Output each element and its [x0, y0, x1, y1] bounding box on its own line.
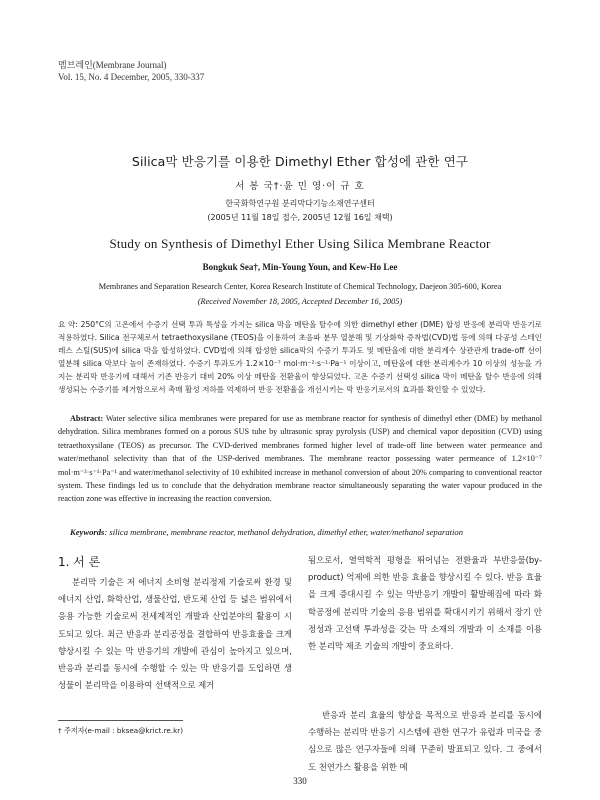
right-column-text-2: 반응과 분리 효율의 향상을 목적으로 반응과 분리를 동시에 수행하는 분리막 반응기 시스템에 관한 연구가 유럽과 미국을 중심으로 많은 연구자들에 의해 꾸준히 발표되고 있다. 그 중에서도 천연가스 활용을 위한 메 [308, 710, 542, 772]
received-ko: (2005년 11월 18일 접수, 2005년 12월 16일 채택) [207, 213, 393, 222]
abstract-en [58, 412, 542, 506]
footnote-rule [58, 720, 183, 721]
journal-name: 멤브레인(Membrane Journal) [58, 60, 167, 70]
volume-info: Vol. 15, No. 4 December, 2005, 330-337 [58, 72, 205, 82]
keywords-label: Keywords [70, 527, 105, 537]
left-column-text: 분리막 기술은 저 에너지 소비형 분리정제 기술로써 환경 및 에너지 산업, 화학산업, 생물산업, 반도체 산업 등 넓은 범위에서 응용 가능한 기술로써 전세계적인 개발과 산업분야의 활용이 시도되고 있다. 최근 반응과 분리공정을 결합하여 반응효율을 크게 향상시킬 수 있는 막 반응기의 개발에 관심이 높아지고 있으며, 반응과 분리를 동시에 수행할 수 있는 막 반응기를 도입하면 생성물이 분리막을 이용하여 선택적으로 제거 [58, 577, 292, 691]
abstract-en-text: Water selective silica membranes were prepared for use as membrane reactor for synthesis of dimethyl ether (DME) by methanol dehydration. Silica membranes formed on a porous SUS tube by ultrasonic spray pyrolysis (USP) and chemical vapor deposition (CVD) using tetraethoxysilane (TEOS) as precursor. The CVD-derived membranes formed higher level of trade-off line between water permeance and water/methanol selectivity than that of the USP-derived membranes. The membrane reactor possessing water permeance of 1.2×10⁻⁷ mol·m⁻²·s⁻¹·Pa⁻¹ and water/methanol selectivity of 10 exhibited increase in methanol conversion of about 20% comparing to conventional reactor system. These findings led us to conclude that the dehydration membrane reactor simultaneously separating the water vapour produced in the reaction zone was effective in increasing the reaction conversion. [58, 414, 542, 504]
abstract-en-label: Abstract: [70, 414, 104, 423]
page-number: 330 [293, 776, 307, 786]
page-title: Silica막 반응기를 이용한 Dimethyl Ether 합성에 관한 연구 [131, 154, 469, 169]
affiliation-ko: 한국화학연구원 분리막다기능소재연구센터 [225, 199, 375, 208]
keywords-text: : silica membrane, membrane reactor, methanol dehydration, dimethyl ether, water/methanol separation [104, 527, 464, 537]
affiliation-en: Membranes and Separation Research Center, Korea Research Institute of Chemical Technology, Daejeon 305-600, Korea [98, 282, 502, 291]
abstract-ko: 요 약: 250°C의 고온에서 수증기 선택 투과 특성을 가지는 silica 막을 메탄올 탈수에 의한 dimethyl ether (DME) 합성 반응에 분리막 반응기로 적용하였다. Silica 전구체로서 tetraethoxysilane (TEOS)을 이용하여 초음파 분무 열분해 및 기상화학 증착법(CVD)법 등에 의해 다공성 스테인레스 스틸(SUS)에 silica 막을 합성하였다. CVD법에 의해 합성한 silica막의 수증기 투과도 및 메탄올에 대한 분리계수 상관관계 trade-off 선이 열분해 silica 막보다 높이 존재하였다. 수증기 투과도가 1.2×10⁻⁷ mol·m⁻²·s⁻¹·Pa⁻¹ 이상이고, 메탄올에 대한 분리계수가 10 이상의 성능을 가지는 분리막 반응기에 대해서 기존 반응기 대비 20% 이상 메탄올 전환율이 향상되었다. 고온 수증기 선택성 silica 막이 메탄올 탈수 반응에 의해 생성되는 수증기를 제거함으로서 촉매 활성 저하를 억제하여 반응 전환율을 개선시키는 막 반응기로서의 효과를 확인할 수 있었다. [58, 320, 542, 394]
title-en: Study on Synthesis of Dimethyl Ether Using Silica Membrane Reactor [109, 236, 491, 251]
section-title: 1. 서 론 [58, 555, 101, 569]
authors-ko: 서 봉 국†·윤 민 영·이 규 호 [235, 181, 365, 192]
keywords [58, 527, 554, 537]
right-column-text-1: 됨으로서, 열역학적 평형을 뛰어넘는 전환율과 부반응물(by-product) 억제에 의한 반응 효율을 향상시킬 수 있다. 반응 효율을 크게 증대시킬 수 있는 막반응기 개발이 활발해짐에 따라 화학공정에 분리막 기술의 응용 범위를 확대시키기 위해서 장기 안정성과 고선택 투과성을 갖는 막 소재의 개발과 이 소재를 이용한 분리막 제조 기술의 개발이 중요하다. [308, 555, 542, 652]
received-en: (Received November 18, 2005, Accepted December 16, 2005) [197, 297, 403, 306]
footnote: † 주저자(e-mail : bksea@krict.re.kr) [58, 726, 183, 735]
authors-en: Bongkuk Sea†, Min-Young Youn, and Kew-Ho Lee [202, 262, 398, 272]
